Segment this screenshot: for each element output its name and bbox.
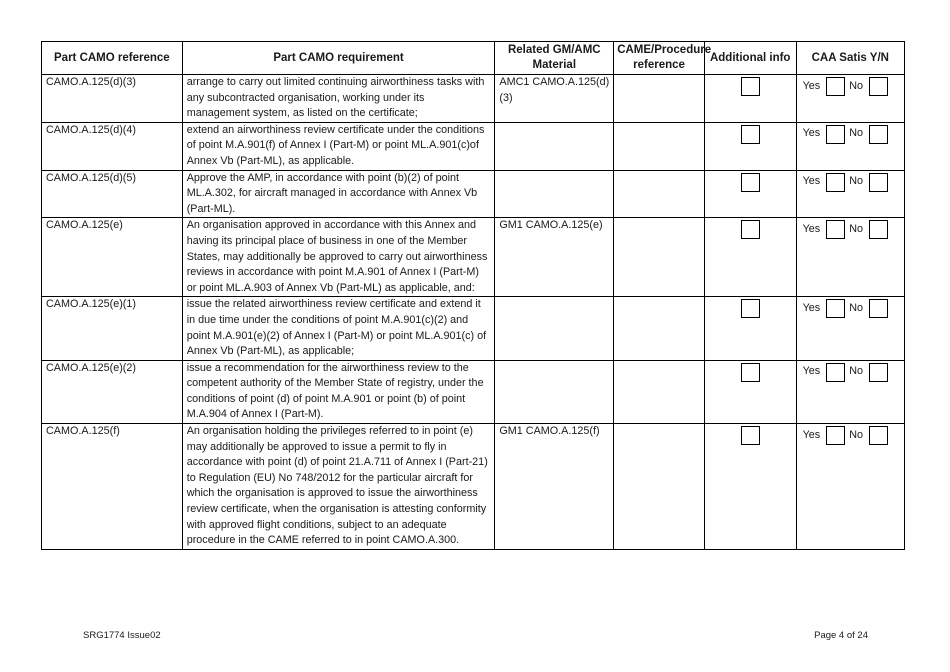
cell-came-reference[interactable] — [614, 218, 705, 297]
cell-gm-amc — [495, 170, 614, 218]
table-row — [42, 75, 905, 123]
cell-ref: CAMO.A.125(e) — [42, 218, 183, 297]
yes-checkbox[interactable] — [826, 363, 845, 382]
cell-ref: CAMO.A.125(f) — [42, 424, 183, 550]
cell-caa-satis — [796, 360, 904, 423]
cell-caa-satis — [796, 122, 904, 170]
no-checkbox[interactable] — [869, 426, 888, 445]
no-checkbox[interactable] — [869, 220, 888, 239]
cell-gm-amc: AMC1 CAMO.A.125(d)(3) — [495, 75, 614, 123]
cell-ref: CAMO.A.125(d)(4) — [42, 122, 183, 170]
no-checkbox[interactable] — [869, 173, 888, 192]
cell-requirement: An organisation holding the privileges referred to in point (e) may additionally be approved to issue a permit to fly in accordance with point (d) of point 21.A.711 of Annex I (Part-21) to Regulation (EU) No 748/2012 for the particular aircraft for which the organisation is approved to issue the airworthiness review certificate, when the organisation is attesting conformity with approved flight conditions, subject to an adequate procedure in the CAME referred to in point CAMO.A.300. — [182, 424, 495, 550]
compliance-table — [41, 41, 905, 550]
table-row — [42, 424, 905, 550]
cell-caa-satis — [796, 297, 904, 360]
cell-requirement: Approve the AMP, in accordance with point (b)(2) of point ML.A.302, for aircraft managed in accordance with Annex Vb (Part-ML). — [182, 170, 495, 218]
cell-requirement: extend an airworthiness review certificate under the conditions of point M.A.901(f) of Annex I (Part-M) or point ML.A.901(c)of Annex Vb (Part-ML), as applicable. — [182, 122, 495, 170]
no-label: No — [849, 79, 864, 92]
header-gm-amc: Related GM/AMC Material — [495, 42, 614, 75]
yes-label: Yes — [802, 428, 821, 441]
yes-label: Yes — [802, 79, 821, 92]
cell-additional-info — [704, 170, 796, 218]
cell-ref: CAMO.A.125(d)(5) — [42, 170, 183, 218]
footer-page-number: Page 4 of 24 — [814, 630, 868, 641]
table-row — [42, 170, 905, 218]
cell-additional-info — [704, 122, 796, 170]
footer-doc-id: SRG1774 Issue02 — [83, 630, 161, 641]
cell-requirement: issue a recommendation for the airworthiness review to the competent authority of the Member State of registry, under the conditions of point (d) of point M.A.901 or point (b) of point M.A.904 of Annex I (Part-M). — [182, 360, 495, 423]
no-checkbox[interactable] — [869, 363, 888, 382]
cell-caa-satis — [796, 170, 904, 218]
yes-label: Yes — [802, 302, 821, 315]
header-caa-satis: CAA Satis Y/N — [796, 42, 904, 75]
yes-checkbox[interactable] — [826, 426, 845, 445]
cell-gm-amc: GM1 CAMO.A.125(f) — [495, 424, 614, 550]
cell-came-reference[interactable] — [614, 424, 705, 550]
cell-additional-info — [704, 218, 796, 297]
header-additional-info: Additional info — [704, 42, 796, 75]
cell-came-reference[interactable] — [614, 170, 705, 218]
yes-label: Yes — [802, 127, 821, 140]
table-header-row — [42, 42, 905, 75]
cell-additional-info — [704, 297, 796, 360]
cell-came-reference[interactable] — [614, 297, 705, 360]
no-label: No — [849, 365, 864, 378]
yes-label: Yes — [802, 365, 821, 378]
additional-info-checkbox[interactable] — [741, 77, 760, 96]
yes-checkbox[interactable] — [826, 125, 845, 144]
additional-info-checkbox[interactable] — [741, 125, 760, 144]
no-checkbox[interactable] — [869, 77, 888, 96]
cell-additional-info — [704, 424, 796, 550]
no-checkbox[interactable] — [869, 299, 888, 318]
cell-caa-satis — [796, 75, 904, 123]
no-label: No — [849, 428, 864, 441]
table-row — [42, 218, 905, 297]
no-checkbox[interactable] — [869, 125, 888, 144]
additional-info-checkbox[interactable] — [741, 299, 760, 318]
cell-caa-satis — [796, 424, 904, 550]
no-label: No — [849, 127, 864, 140]
additional-info-checkbox[interactable] — [741, 363, 760, 382]
cell-ref: CAMO.A.125(e)(1) — [42, 297, 183, 360]
no-label: No — [849, 302, 864, 315]
table-row — [42, 297, 905, 360]
cell-ref: CAMO.A.125(d)(3) — [42, 75, 183, 123]
cell-gm-amc — [495, 297, 614, 360]
cell-caa-satis — [796, 218, 904, 297]
cell-ref: CAMO.A.125(e)(2) — [42, 360, 183, 423]
yes-checkbox[interactable] — [826, 173, 845, 192]
cell-requirement: issue the related airworthiness review certificate and extend it in due time under the conditions of point M.A.901(c)(2) and point M.A.901(e)(2) of Annex I (Part-M) or point ML.A.901(c) of Annex Vb (Part-ML), as applicable; — [182, 297, 495, 360]
cell-came-reference[interactable] — [614, 360, 705, 423]
yes-checkbox[interactable] — [826, 77, 845, 96]
header-ref: Part CAMO reference — [42, 42, 183, 75]
cell-additional-info — [704, 360, 796, 423]
header-requirement: Part CAMO requirement — [182, 42, 495, 75]
yes-checkbox[interactable] — [826, 299, 845, 318]
yes-label: Yes — [802, 175, 821, 188]
additional-info-checkbox[interactable] — [741, 173, 760, 192]
cell-gm-amc: GM1 CAMO.A.125(e) — [495, 218, 614, 297]
table-row — [42, 360, 905, 423]
cell-came-reference[interactable] — [614, 122, 705, 170]
table-row — [42, 122, 905, 170]
additional-info-checkbox[interactable] — [741, 220, 760, 239]
cell-requirement: An organisation approved in accordance with this Annex and having its principal place of business in one of the Member States, may additionally be approved to carry out airworthiness reviews in accordance with point M.A.901 of Annex I (Part-M) or point ML.A.903 of Annex Vb (Part-ML) as applicable, and: — [182, 218, 495, 297]
cell-came-reference[interactable] — [614, 75, 705, 123]
header-came: CAME/Procedure reference — [614, 42, 705, 75]
yes-label: Yes — [802, 223, 821, 236]
additional-info-checkbox[interactable] — [741, 426, 760, 445]
cell-gm-amc — [495, 122, 614, 170]
cell-additional-info — [704, 75, 796, 123]
no-label: No — [849, 223, 864, 236]
cell-requirement: arrange to carry out limited continuing airworthiness tasks with any subcontracted organisation, working under its management system, as listed on the certificate; — [182, 75, 495, 123]
yes-checkbox[interactable] — [826, 220, 845, 239]
no-label: No — [849, 175, 864, 188]
cell-gm-amc — [495, 360, 614, 423]
